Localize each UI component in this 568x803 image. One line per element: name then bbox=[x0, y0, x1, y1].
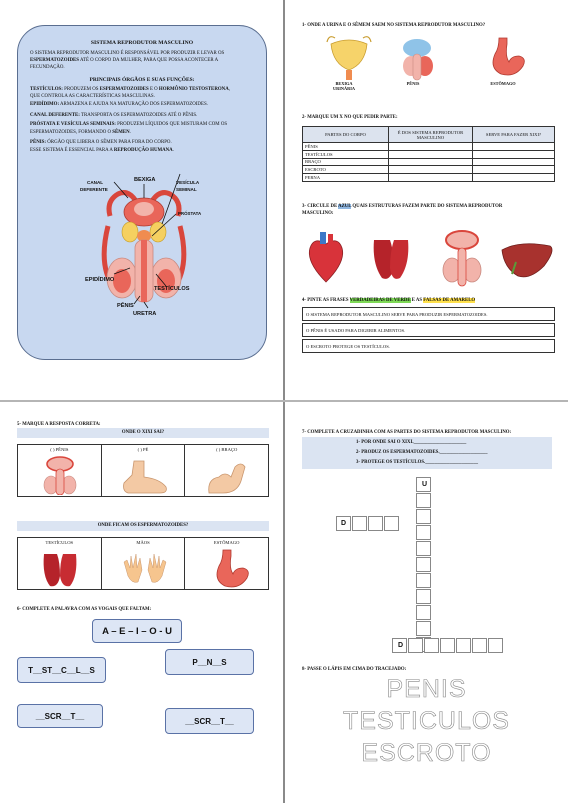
crossword-cell[interactable] bbox=[456, 638, 471, 653]
option-estomago[interactable]: ESTÔMAGO bbox=[185, 538, 268, 589]
checkbox-cell[interactable] bbox=[473, 158, 555, 166]
question-6: 6- COMPLETE A PALAVRA COM AS VOGAIS QUE FALTAM: bbox=[17, 607, 152, 612]
clue-2: 2- PRODUZ OS ESPERMATOZOIDES.____________________ bbox=[356, 450, 488, 455]
item-testiculos-cont: QUE CONTROLA AS CARACTERÍSTICAS MASCULINAS. bbox=[30, 94, 155, 99]
label-testiculos: TESTÍCULOS bbox=[154, 286, 190, 292]
item-epididimo: EPIDÍDIMO: ARMAZENA E AJUDA NA MATURAÇÃO DOS ESPERMATOZOIDES. bbox=[30, 102, 208, 107]
crossword-clues bbox=[302, 437, 552, 469]
table-row: ESCROTO bbox=[303, 166, 555, 174]
heart-image bbox=[309, 232, 342, 282]
crossword-cell[interactable] bbox=[416, 557, 431, 572]
bar-where-sperm: ONDE FICAM OS ESPERMATOZOIDES? bbox=[17, 521, 269, 531]
page-2 bbox=[285, 0, 568, 400]
item-canal-deferente: CANAL DEFERENTE: TRANSPORTA OS ESPERMATOZOIDES ATÉ O PÊNIS. bbox=[30, 113, 198, 118]
answer-row-2 bbox=[17, 537, 269, 590]
option-testiculos[interactable]: TESTÍCULOS bbox=[18, 538, 102, 589]
clue-1: 1- POR ONDE SAI O XIXI.______________________ bbox=[356, 440, 467, 445]
penis-anatomy-image bbox=[403, 39, 433, 80]
option-maos[interactable]: MÃOS bbox=[102, 538, 186, 589]
crossword-cell[interactable] bbox=[352, 516, 367, 531]
testicles-icon bbox=[42, 550, 78, 590]
checkbox-cell[interactable] bbox=[389, 150, 473, 158]
trace-word-penis[interactable]: PENIS bbox=[386, 675, 467, 703]
crossword-cell[interactable] bbox=[440, 638, 455, 653]
label-penis: PÊNIS bbox=[117, 303, 134, 309]
crossword-cell[interactable] bbox=[368, 516, 383, 531]
stomach-icon bbox=[211, 548, 251, 588]
label-prostata: PRÓSTATA bbox=[178, 211, 202, 216]
question-5: 5- MARQUE A RESPOSTA CORRETA: bbox=[17, 422, 101, 427]
trace-word-escroto[interactable]: ESCROTO bbox=[361, 739, 492, 767]
crossword-start-letter-1: U bbox=[422, 481, 428, 488]
label-vesicula: VESÍCULA bbox=[176, 180, 200, 185]
checkbox-cell[interactable] bbox=[473, 166, 555, 174]
label-seminal: SEMINAL bbox=[176, 187, 197, 192]
penis-anatomy-icon bbox=[40, 455, 80, 495]
label-estomago-1: ESTÔMAGO bbox=[490, 81, 516, 86]
item-testiculos: TESTÍCULOS: PRODUZEM OS ESPERMATOZOIDES E O HORMÔNIO TESTOSTERONA, bbox=[30, 87, 230, 92]
question-4: 4- PINTE AS FRASES VERDADEIRAS DE VERDE E AS FALSAS DE AMARELO bbox=[302, 298, 476, 303]
checkbox-cell[interactable] bbox=[389, 143, 473, 151]
info-title: SISTEMA REPRODUTOR MASCULINO bbox=[90, 40, 194, 46]
option-braco[interactable]: ( ) BRAÇO bbox=[185, 445, 268, 496]
item-penis: PÊNIS: ÓRGÃO QUE LIBERA O SÊMEN PARA FORA DO CORPO. bbox=[30, 140, 172, 145]
crossword-start-letter-3: D bbox=[398, 642, 404, 649]
question-1: 1- ONDE A URINA E O SÊMEM SAEM NO SISTEMA REPRODUTOR MASCULINO? bbox=[302, 23, 486, 28]
item-prostata-cont: ESPERMATOZOIDES, FORMANDO O SÊMEN. bbox=[30, 130, 131, 135]
table-row: BRAÇO bbox=[303, 158, 555, 166]
col-header-parts: PARTES DO CORPO bbox=[303, 127, 389, 143]
word-escroto-2[interactable]: __SCR__T__ bbox=[165, 708, 254, 734]
crossword-cell[interactable] bbox=[416, 573, 431, 588]
q3-images[interactable] bbox=[302, 226, 562, 288]
item-prostata: PRÓSTATA E VESÍCULAS SEMINAIS: PRODUZEM LÍQUIDOS QUE MISTURAM COM OS bbox=[30, 122, 228, 127]
word-escroto-1[interactable]: __SCR__T__ bbox=[17, 704, 103, 728]
table-row: PÊNIS bbox=[303, 143, 555, 151]
body-parts-table bbox=[302, 126, 555, 182]
page-4 bbox=[285, 402, 568, 803]
checkbox-cell[interactable] bbox=[473, 150, 555, 158]
male-reproductive-image bbox=[443, 231, 481, 286]
crossword-cell[interactable] bbox=[416, 605, 431, 620]
liver-image bbox=[502, 244, 552, 277]
crossword-cell[interactable] bbox=[416, 509, 431, 524]
statement-1[interactable]: O SISTEMA REPRODUTOR MASCULINO SERVE PARA PRODUZIR ESPERMATOZOIDES. bbox=[302, 307, 555, 321]
clue-3: 3- PROTEGE OS TESTÍCULOS.______________________ bbox=[356, 460, 478, 465]
foot-icon bbox=[120, 459, 170, 495]
info-box bbox=[17, 25, 267, 360]
label-canal: CANAL bbox=[87, 180, 104, 185]
item-conclusion: ESSE SISTEMA É ESSENCIAL PARA A REPRODUÇÃO HUMANA. bbox=[30, 148, 174, 153]
vowels-box: A – E – I – O - U bbox=[92, 619, 182, 643]
testicles-image bbox=[374, 240, 409, 279]
page-3 bbox=[0, 402, 283, 803]
stomach-image bbox=[493, 38, 524, 75]
crossword-cell[interactable] bbox=[416, 589, 431, 604]
checkbox-cell[interactable] bbox=[389, 158, 473, 166]
crossword-cell[interactable] bbox=[416, 621, 431, 636]
question-8: 8- PASSE O LÁPIS EM CIMA DO TRACEJADO: bbox=[302, 667, 407, 672]
label-penis-1: PÊNIS bbox=[406, 81, 420, 86]
trace-word-testiculos[interactable]: TESTICULOS bbox=[343, 707, 510, 735]
checkbox-cell[interactable] bbox=[473, 174, 555, 182]
crossword-cell[interactable] bbox=[416, 493, 431, 508]
statement-3[interactable]: O ESCROTO PROTEGE OS TESTÍCULOS. bbox=[302, 339, 555, 353]
table-row: TESTÍCULOS bbox=[303, 150, 555, 158]
crossword-cell[interactable] bbox=[408, 638, 423, 653]
statement-2[interactable]: O PÊNIS É USADO PARA DIGERIR ALIMENTOS. bbox=[302, 323, 555, 337]
col-header-xixi: SERVE PARA FAZER XIXI? bbox=[473, 127, 555, 143]
label-uretra: URETRA bbox=[133, 311, 157, 317]
checkbox-cell[interactable] bbox=[473, 143, 555, 151]
question-2: 2- MARQUE UM X NO QUE PEDIR PARTE: bbox=[302, 115, 398, 120]
label-deferente: DEFERENTE bbox=[80, 187, 108, 192]
col-header-reproductive: É DOS SISTEMA REPRODUTOR MASCULINO bbox=[389, 127, 473, 143]
table-row: PERNA bbox=[303, 174, 555, 182]
question-7: 7- COMPLETE A CRUZADINHA COM AS PARTES DO SISTEMA REPRODUTOR MASCULINO: bbox=[302, 430, 512, 435]
option-penis[interactable]: ( ) PÊNIS bbox=[18, 445, 102, 496]
label-bexiga: BEXIGA bbox=[134, 177, 156, 183]
word-testiculos[interactable]: T__ST__C__L__S bbox=[17, 657, 106, 683]
info-intro: O SISTEMA REPRODUTOR MASCULINO É RESPONSÁVEL POR PRODUZIR E LEVAR OS ESPERMATOZOIDES ATÉ O CORPO DA MULHER, PARA QUE POSSA ACONTECER A FECUNDAÇÃO. bbox=[30, 51, 225, 71]
crossword-start-letter-2: D bbox=[341, 520, 347, 527]
crossword-cell[interactable] bbox=[416, 525, 431, 540]
arm-icon bbox=[205, 459, 255, 495]
crossword-cell[interactable] bbox=[488, 638, 503, 653]
option-pe[interactable]: ( ) PÉ bbox=[102, 445, 186, 496]
crossword-cell[interactable] bbox=[472, 638, 487, 653]
bladder-image bbox=[327, 37, 371, 80]
checkbox-cell[interactable] bbox=[389, 174, 473, 182]
bar-where-urine: ONDE O XIXI SAI? bbox=[17, 428, 269, 438]
label-bexiga-1: BEXIGA URINÁRIA bbox=[333, 81, 355, 91]
question-3: 3- CIRCULE DE AZUL QUAIS ESTRUTURAS FAZEM PARTE DO SISTEMA REPRODUTOR MASCULINO: bbox=[302, 204, 503, 216]
word-penis[interactable]: P__N__S bbox=[165, 649, 254, 675]
checkbox-cell[interactable] bbox=[389, 166, 473, 174]
crossword-cell[interactable] bbox=[384, 516, 399, 531]
page-1 bbox=[0, 0, 283, 400]
hands-icon bbox=[120, 552, 170, 588]
crossword-cell[interactable] bbox=[424, 638, 439, 653]
label-epididimo: EPIDÍDIMO bbox=[85, 277, 115, 283]
answer-row-1 bbox=[17, 444, 269, 497]
organs-title: PRINCIPAIS ÓRGÃOS E SUAS FUNÇÕES: bbox=[89, 77, 195, 83]
crossword-cell[interactable] bbox=[416, 541, 431, 556]
